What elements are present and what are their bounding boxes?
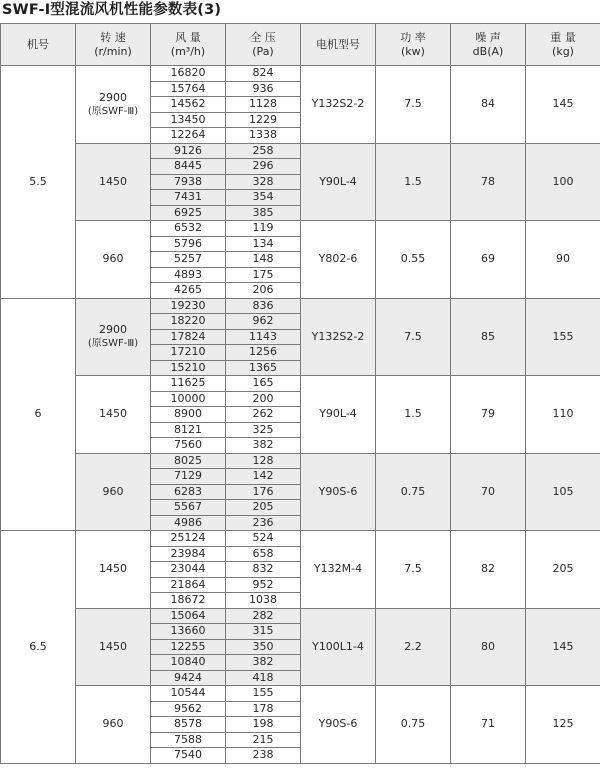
noise-cell: 69 bbox=[451, 221, 526, 299]
table-row bbox=[1, 221, 600, 237]
air-volume-cell: 10840 bbox=[151, 655, 226, 671]
pressure-cell: 658 bbox=[226, 546, 301, 562]
speed-cell bbox=[76, 298, 151, 376]
pressure-cell: 200 bbox=[226, 391, 301, 407]
pressure-cell: 175 bbox=[226, 267, 301, 283]
pressure-cell: 325 bbox=[226, 422, 301, 438]
air-volume-cell: 10544 bbox=[151, 686, 226, 702]
noise-cell: 82 bbox=[451, 531, 526, 609]
weight-cell: 145 bbox=[526, 608, 600, 686]
air-volume-cell: 8121 bbox=[151, 422, 226, 438]
air-volume-cell: 16820 bbox=[151, 66, 226, 82]
air-volume-cell: 15764 bbox=[151, 81, 226, 97]
air-volume-cell: 4986 bbox=[151, 515, 226, 531]
speed-cell bbox=[76, 531, 151, 609]
speed-cell bbox=[76, 66, 151, 144]
pressure-cell: 832 bbox=[226, 562, 301, 578]
weight-cell: 90 bbox=[526, 221, 600, 299]
table-row bbox=[1, 686, 600, 702]
pressure-cell: 215 bbox=[226, 732, 301, 748]
air-volume-cell: 25124 bbox=[151, 531, 226, 547]
motor-model-cell: Y100L1-4 bbox=[301, 608, 376, 686]
pressure-cell: 1038 bbox=[226, 593, 301, 609]
pressure-cell: 206 bbox=[226, 283, 301, 299]
air-volume-cell: 9424 bbox=[151, 670, 226, 686]
pressure-cell: 1256 bbox=[226, 345, 301, 361]
noise-cell: 80 bbox=[451, 608, 526, 686]
pressure-cell: 142 bbox=[226, 469, 301, 485]
pressure-cell: 385 bbox=[226, 205, 301, 221]
pressure-cell: 119 bbox=[226, 221, 301, 237]
pressure-cell: 315 bbox=[226, 624, 301, 640]
header-speed: 转 速 (r/min) bbox=[76, 24, 151, 66]
pressure-cell: 148 bbox=[226, 252, 301, 268]
air-volume-cell: 7560 bbox=[151, 438, 226, 454]
speed-value: 1450 bbox=[99, 639, 127, 653]
table-row bbox=[1, 608, 600, 624]
speed-value: 2900 bbox=[99, 323, 127, 337]
air-volume-cell: 23984 bbox=[151, 546, 226, 562]
noise-cell: 85 bbox=[451, 298, 526, 376]
noise-cell: 70 bbox=[451, 453, 526, 531]
pressure-cell: 134 bbox=[226, 236, 301, 252]
pressure-cell: 238 bbox=[226, 748, 301, 764]
pressure-cell: 382 bbox=[226, 655, 301, 671]
power-cell: 0.75 bbox=[376, 453, 451, 531]
pressure-cell: 296 bbox=[226, 159, 301, 175]
pressure-cell: 1338 bbox=[226, 128, 301, 144]
air-volume-cell: 7540 bbox=[151, 748, 226, 764]
motor-model-cell: Y90L-4 bbox=[301, 376, 376, 454]
pressure-cell: 128 bbox=[226, 453, 301, 469]
pressure-cell: 165 bbox=[226, 376, 301, 392]
air-volume-cell: 9126 bbox=[151, 143, 226, 159]
pressure-cell: 205 bbox=[226, 500, 301, 516]
air-volume-cell: 13660 bbox=[151, 624, 226, 640]
table-row bbox=[1, 143, 600, 159]
model-number-cell: 6.5 bbox=[1, 531, 76, 764]
speed-cell bbox=[76, 453, 151, 531]
motor-model-cell: Y90S-6 bbox=[301, 686, 376, 764]
air-volume-cell: 18220 bbox=[151, 314, 226, 330]
power-cell: 0.75 bbox=[376, 686, 451, 764]
table-row bbox=[1, 531, 600, 547]
header-pressure: 全 压 (Pa) bbox=[226, 24, 301, 66]
power-cell: 7.5 bbox=[376, 531, 451, 609]
speed-cell bbox=[76, 376, 151, 454]
speed-value: 1450 bbox=[99, 562, 127, 576]
pressure-cell: 176 bbox=[226, 484, 301, 500]
air-volume-cell: 4265 bbox=[151, 283, 226, 299]
pressure-cell: 350 bbox=[226, 639, 301, 655]
speed-cell bbox=[76, 143, 151, 221]
pressure-cell: 354 bbox=[226, 190, 301, 206]
table-row bbox=[1, 298, 600, 314]
air-volume-cell: 8445 bbox=[151, 159, 226, 175]
air-volume-cell: 5567 bbox=[151, 500, 226, 516]
pressure-cell: 1128 bbox=[226, 97, 301, 113]
air-volume-cell: 23044 bbox=[151, 562, 226, 578]
header-power: 功 率 (kw) bbox=[376, 24, 451, 66]
motor-model-cell: Y90L-4 bbox=[301, 143, 376, 221]
fan-performance-table bbox=[0, 23, 600, 764]
air-volume-cell: 17824 bbox=[151, 329, 226, 345]
weight-cell: 110 bbox=[526, 376, 600, 454]
air-volume-cell: 8025 bbox=[151, 453, 226, 469]
pressure-cell: 178 bbox=[226, 701, 301, 717]
pressure-cell: 198 bbox=[226, 717, 301, 733]
power-cell: 7.5 bbox=[376, 298, 451, 376]
pressure-cell: 236 bbox=[226, 515, 301, 531]
speed-note: (原SWF-Ⅲ) bbox=[87, 338, 139, 350]
air-volume-cell: 7588 bbox=[151, 732, 226, 748]
header-motor: 电机型号 bbox=[301, 24, 376, 66]
power-cell: 1.5 bbox=[376, 143, 451, 221]
pressure-cell: 1143 bbox=[226, 329, 301, 345]
air-volume-cell: 6283 bbox=[151, 484, 226, 500]
noise-cell: 78 bbox=[451, 143, 526, 221]
air-volume-cell: 7129 bbox=[151, 469, 226, 485]
motor-model-cell: Y132S2-2 bbox=[301, 66, 376, 144]
table-body bbox=[1, 66, 600, 764]
air-volume-cell: 10000 bbox=[151, 391, 226, 407]
weight-cell: 155 bbox=[526, 298, 600, 376]
table-row bbox=[1, 376, 600, 392]
table-title: SWF-Ⅰ型混流风机性能参数表(3) bbox=[2, 2, 222, 18]
pressure-cell: 262 bbox=[226, 407, 301, 423]
power-cell: 1.5 bbox=[376, 376, 451, 454]
table-row bbox=[1, 66, 600, 82]
header-row bbox=[1, 24, 600, 66]
pressure-cell: 328 bbox=[226, 174, 301, 190]
speed-value: 960 bbox=[102, 484, 124, 498]
weight-cell: 145 bbox=[526, 66, 600, 144]
noise-cell: 84 bbox=[451, 66, 526, 144]
pressure-cell: 962 bbox=[226, 314, 301, 330]
air-volume-cell: 7431 bbox=[151, 190, 226, 206]
speed-cell bbox=[76, 608, 151, 686]
motor-model-cell: Y132S2-2 bbox=[301, 298, 376, 376]
speed-cell bbox=[76, 686, 151, 764]
noise-cell: 79 bbox=[451, 376, 526, 454]
pressure-cell: 952 bbox=[226, 577, 301, 593]
pressure-cell: 936 bbox=[226, 81, 301, 97]
motor-model-cell: Y802-6 bbox=[301, 221, 376, 299]
pressure-cell: 836 bbox=[226, 298, 301, 314]
air-volume-cell: 6925 bbox=[151, 205, 226, 221]
power-cell: 7.5 bbox=[376, 66, 451, 144]
air-volume-cell: 7938 bbox=[151, 174, 226, 190]
air-volume-cell: 12264 bbox=[151, 128, 226, 144]
pressure-cell: 1365 bbox=[226, 360, 301, 376]
air-volume-cell: 5257 bbox=[151, 252, 226, 268]
pressure-cell: 258 bbox=[226, 143, 301, 159]
motor-model-cell: Y90S-6 bbox=[301, 453, 376, 531]
pressure-cell: 524 bbox=[226, 531, 301, 547]
air-volume-cell: 4893 bbox=[151, 267, 226, 283]
air-volume-cell: 19230 bbox=[151, 298, 226, 314]
header-model: 机号 bbox=[1, 24, 76, 66]
air-volume-cell: 8900 bbox=[151, 407, 226, 423]
pressure-cell: 382 bbox=[226, 438, 301, 454]
air-volume-cell: 8578 bbox=[151, 717, 226, 733]
air-volume-cell: 11625 bbox=[151, 376, 226, 392]
speed-value: 960 bbox=[102, 252, 124, 266]
air-volume-cell: 14562 bbox=[151, 97, 226, 113]
pressure-cell: 1229 bbox=[226, 112, 301, 128]
noise-cell: 71 bbox=[451, 686, 526, 764]
air-volume-cell: 15210 bbox=[151, 360, 226, 376]
air-volume-cell: 15064 bbox=[151, 608, 226, 624]
weight-cell: 105 bbox=[526, 453, 600, 531]
pressure-cell: 155 bbox=[226, 686, 301, 702]
model-number-cell: 5.5 bbox=[1, 66, 76, 299]
speed-value: 1450 bbox=[99, 407, 127, 421]
power-cell: 2.2 bbox=[376, 608, 451, 686]
air-volume-cell: 6532 bbox=[151, 221, 226, 237]
model-number-cell: 6 bbox=[1, 298, 76, 531]
air-volume-cell: 17210 bbox=[151, 345, 226, 361]
speed-note: (原SWF-Ⅲ) bbox=[87, 105, 139, 117]
weight-cell: 205 bbox=[526, 531, 600, 609]
air-volume-cell: 9562 bbox=[151, 701, 226, 717]
header-air-volume: 风 量 (m³/h) bbox=[151, 24, 226, 66]
air-volume-cell: 18672 bbox=[151, 593, 226, 609]
speed-value: 960 bbox=[102, 717, 124, 731]
pressure-cell: 824 bbox=[226, 66, 301, 82]
power-cell: 0.55 bbox=[376, 221, 451, 299]
pressure-cell: 418 bbox=[226, 670, 301, 686]
table-row bbox=[1, 453, 600, 469]
weight-cell: 100 bbox=[526, 143, 600, 221]
air-volume-cell: 12255 bbox=[151, 639, 226, 655]
speed-value: 1450 bbox=[99, 174, 127, 188]
header-weight: 重 量 (kg) bbox=[526, 24, 600, 66]
pressure-cell: 282 bbox=[226, 608, 301, 624]
weight-cell: 125 bbox=[526, 686, 600, 764]
air-volume-cell: 21864 bbox=[151, 577, 226, 593]
air-volume-cell: 13450 bbox=[151, 112, 226, 128]
motor-model-cell: Y132M-4 bbox=[301, 531, 376, 609]
air-volume-cell: 5796 bbox=[151, 236, 226, 252]
speed-value: 2900 bbox=[99, 90, 127, 104]
speed-cell bbox=[76, 221, 151, 299]
header-noise: 噪 声 dB(A) bbox=[451, 24, 526, 66]
